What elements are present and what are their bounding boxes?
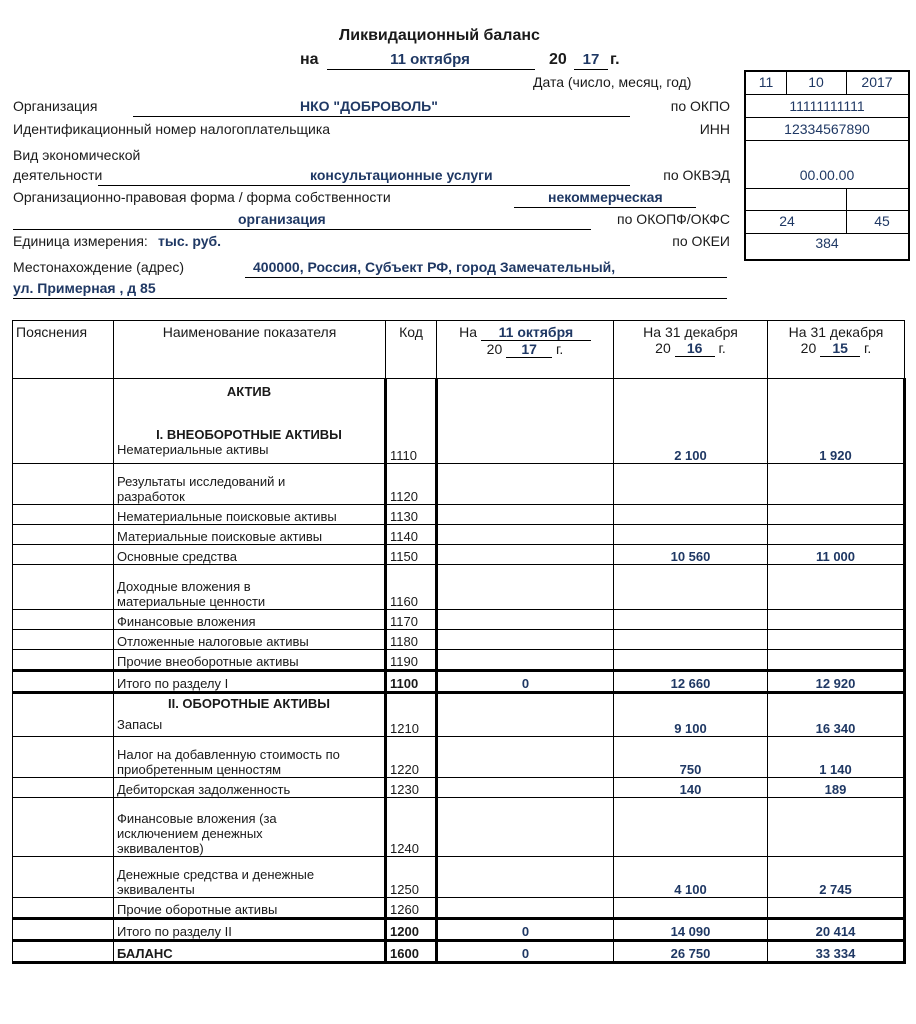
okpo-label: по ОКПО bbox=[670, 98, 730, 114]
row-name: Нематериальные активы bbox=[117, 442, 269, 457]
activity-label-1: Вид экономической bbox=[13, 147, 141, 163]
table-row: Прочие внеоборотные активы 1190 bbox=[13, 650, 905, 671]
code-inn: 12334567890 bbox=[784, 121, 870, 137]
unit-value: тыс. руб. bbox=[158, 233, 222, 249]
table-row: АКТИВ I. ВНЕОБОРОТНЫЕ АКТИВЫ Нематериальные активы 1110 2 100 1 920 bbox=[13, 379, 905, 464]
activity-value: консультационные услуги bbox=[310, 167, 493, 183]
section2-heading: II. ОБОРОТНЫЕ АКТИВЫ bbox=[167, 696, 330, 711]
legal-form-underline-1 bbox=[514, 207, 696, 208]
section1-heading: I. ВНЕОБОРОТНЫЕ АКТИВЫ bbox=[156, 427, 342, 442]
date-underline bbox=[327, 69, 535, 70]
org-label: Организация bbox=[13, 98, 98, 114]
address-underline-2 bbox=[13, 298, 727, 299]
legal-form-value-2: организация bbox=[238, 211, 326, 227]
table-row: Денежные средства и денежные эквиваленты 1250 4 100 2 745 bbox=[13, 857, 905, 898]
table-row: Результаты исследований и разработок 1120 bbox=[13, 464, 905, 505]
table-row: Налог на добавленную стоимость по приобретенным ценностям 1220 750 1 140 bbox=[13, 737, 905, 778]
year-underline bbox=[574, 69, 608, 70]
address-line-1: 400000, Россия, Субъект РФ, город Замечательный, bbox=[253, 259, 616, 275]
table-row: Финансовые вложения (за исключением денежных эквивалентов) 1240 bbox=[13, 798, 905, 857]
table-row-total: Итого по разделу I 1100 0 12 660 12 920 bbox=[13, 671, 905, 693]
code-okfs: 45 bbox=[874, 213, 890, 229]
unit-label: Единица измерения: bbox=[13, 233, 148, 249]
year-value: 17 bbox=[582, 51, 600, 68]
table-row: II. ОБОРОТНЫЕ АКТИВЫ Запасы 1210 9 100 16 340 bbox=[13, 693, 905, 737]
table-row-balance: БАЛАНС 1600 0 26 750 33 334 bbox=[13, 941, 905, 963]
date-day-month: 11 октября bbox=[390, 51, 470, 68]
code-month: 10 bbox=[808, 74, 824, 90]
table-header-row bbox=[13, 321, 905, 379]
year-suffix: г. bbox=[610, 51, 620, 68]
legal-form-label: Организационно-правовая форма / форма собственности bbox=[13, 189, 391, 205]
legal-form-value-1: некоммерческая bbox=[548, 189, 663, 205]
header-col1: На 11 октября 20 17 г. bbox=[437, 321, 614, 379]
table-row: Финансовые вложения 1170 bbox=[13, 610, 905, 630]
header-col3: На 31 декабря 20 15 г. bbox=[768, 321, 905, 379]
okei-label: по ОКЕИ bbox=[672, 233, 730, 249]
inn-label: Идентификационный номер налогоплательщика bbox=[13, 121, 331, 137]
table-row: Основные средства 1150 10 560 11 000 bbox=[13, 545, 905, 565]
table-row: Материальные поисковые активы 1140 bbox=[13, 525, 905, 545]
date-prefix: на bbox=[300, 51, 319, 68]
table-row-total: Итого по разделу II 1200 0 14 090 20 414 bbox=[13, 919, 905, 941]
code-okpo: 11111111111 bbox=[789, 98, 865, 114]
org-underline bbox=[133, 116, 630, 117]
table-row: Отложенные налоговые активы 1180 bbox=[13, 630, 905, 650]
table-row: Доходные вложения в материальные ценности 1160 bbox=[13, 565, 905, 610]
codes-date-label: Дата (число, месяц, год) bbox=[533, 74, 692, 90]
header-code: Код bbox=[386, 321, 437, 379]
address-label: Местонахождение (адрес) bbox=[13, 259, 185, 275]
address-line-2: ул. Примерная , д 85 bbox=[13, 280, 156, 296]
activity-label-2: деятельности bbox=[13, 167, 103, 183]
org-value: НКО "ДОБРОВОЛЬ" bbox=[300, 98, 438, 114]
legal-form-underline-2 bbox=[13, 229, 591, 230]
balance-table bbox=[12, 320, 906, 964]
codes-box bbox=[744, 70, 910, 261]
code-okopf: 24 bbox=[779, 213, 795, 229]
okved-label: по ОКВЭД bbox=[663, 167, 730, 183]
code-okei: 384 bbox=[815, 235, 839, 251]
header-notes: Пояснения bbox=[13, 321, 114, 379]
inn-code-label: ИНН bbox=[699, 121, 730, 137]
table-row: Дебиторская задолженность 1230 140 189 bbox=[13, 778, 905, 798]
okopf-label: по ОКОПФ/ОКФС bbox=[617, 211, 730, 227]
header-name: Наименование показателя bbox=[114, 321, 386, 379]
year-prefix: 20 bbox=[549, 51, 567, 68]
code-year: 2017 bbox=[861, 74, 893, 90]
code-day: 11 bbox=[758, 74, 774, 90]
activity-underline bbox=[98, 185, 630, 186]
code-okved: 00.00.00 bbox=[799, 167, 855, 183]
header-col2: На 31 декабря 20 16 г. bbox=[614, 321, 768, 379]
table-row: Нематериальные поисковые активы 1130 bbox=[13, 505, 905, 525]
address-underline-1 bbox=[245, 277, 727, 278]
table-row: Прочие оборотные активы 1260 bbox=[13, 898, 905, 919]
document-title: Ликвидационный баланс bbox=[339, 27, 540, 44]
aktiv-heading: АКТИВ bbox=[226, 384, 272, 399]
